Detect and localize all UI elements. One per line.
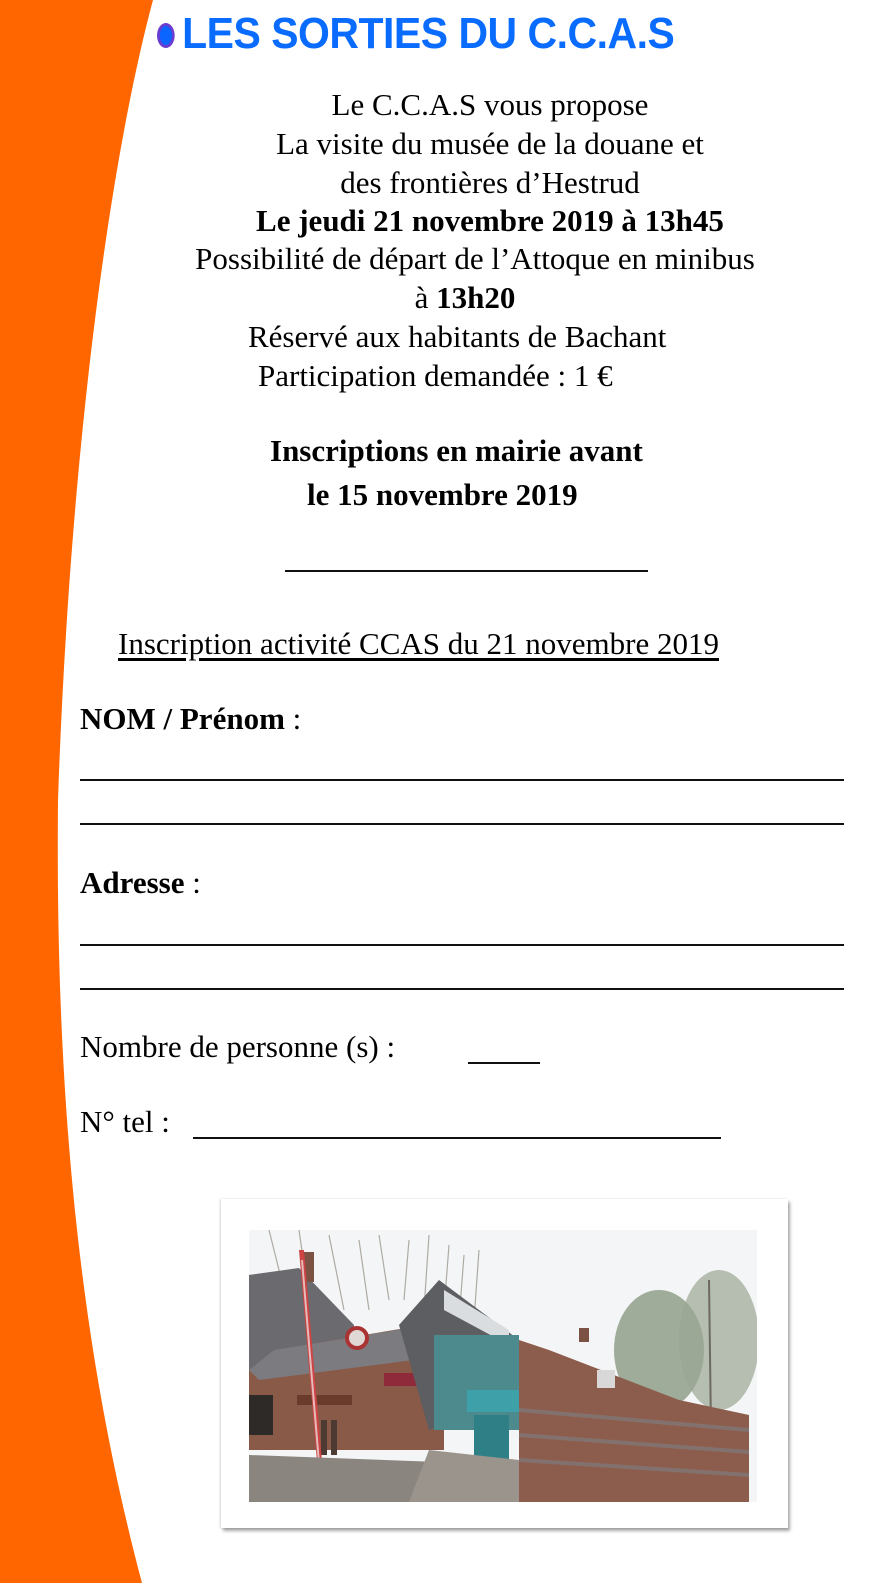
persons-label: Nombre de personne (s) : bbox=[80, 1029, 396, 1064]
participation-line: Participation demandée : 1 € bbox=[258, 358, 613, 393]
announcement-line-1: Le C.C.A.S vous propose bbox=[331, 87, 649, 122]
departure-prefix: à bbox=[414, 280, 437, 315]
title-text: LES SORTIES DU C.C.A.S bbox=[182, 9, 675, 58]
deadline-line-1: Inscriptions en mairie avant bbox=[270, 433, 643, 468]
name-label bbox=[80, 701, 301, 737]
separator-line bbox=[285, 570, 648, 572]
event-date: Le jeudi 21 novembre 2019 à 13h45 bbox=[256, 203, 724, 238]
name-field-line-1[interactable] bbox=[80, 779, 844, 781]
deadline-line-2: le 15 novembre 2019 bbox=[307, 477, 578, 512]
address-label-text: Adresse bbox=[80, 865, 185, 900]
address-label bbox=[80, 865, 201, 901]
address-field-line-2[interactable] bbox=[80, 988, 844, 990]
reserved-line: Réservé aux habitants de Bachant bbox=[248, 319, 667, 354]
name-label-text: NOM / Prénom bbox=[80, 701, 285, 736]
address-field-line-1[interactable] bbox=[80, 944, 844, 946]
phone-label: N° tel : bbox=[80, 1104, 170, 1139]
name-label-colon: : bbox=[284, 701, 302, 736]
phone-field-line[interactable] bbox=[193, 1137, 721, 1139]
announcement-line-3: des frontières d’Hestrud bbox=[340, 165, 640, 200]
address-label-colon: : bbox=[184, 865, 201, 900]
name-field-line-2[interactable] bbox=[80, 823, 844, 825]
departure-time-line bbox=[150, 280, 780, 316]
bullet-dot-icon bbox=[157, 23, 175, 48]
announcement-line-2: La visite du musée de la douane et bbox=[276, 126, 704, 161]
page-title bbox=[157, 6, 674, 62]
orange-band-shape bbox=[0, 0, 153, 1583]
building-photo-illustration bbox=[249, 1230, 757, 1502]
building-photo bbox=[249, 1230, 757, 1502]
persons-field-line[interactable] bbox=[468, 1062, 540, 1064]
photo-frame bbox=[221, 1199, 788, 1528]
form-heading: Inscription activité CCAS du 21 novembre 2019 bbox=[118, 626, 719, 661]
departure-line: Possibilité de départ de l’Attoque en minibus bbox=[195, 241, 755, 276]
departure-time: 13h20 bbox=[436, 280, 516, 315]
